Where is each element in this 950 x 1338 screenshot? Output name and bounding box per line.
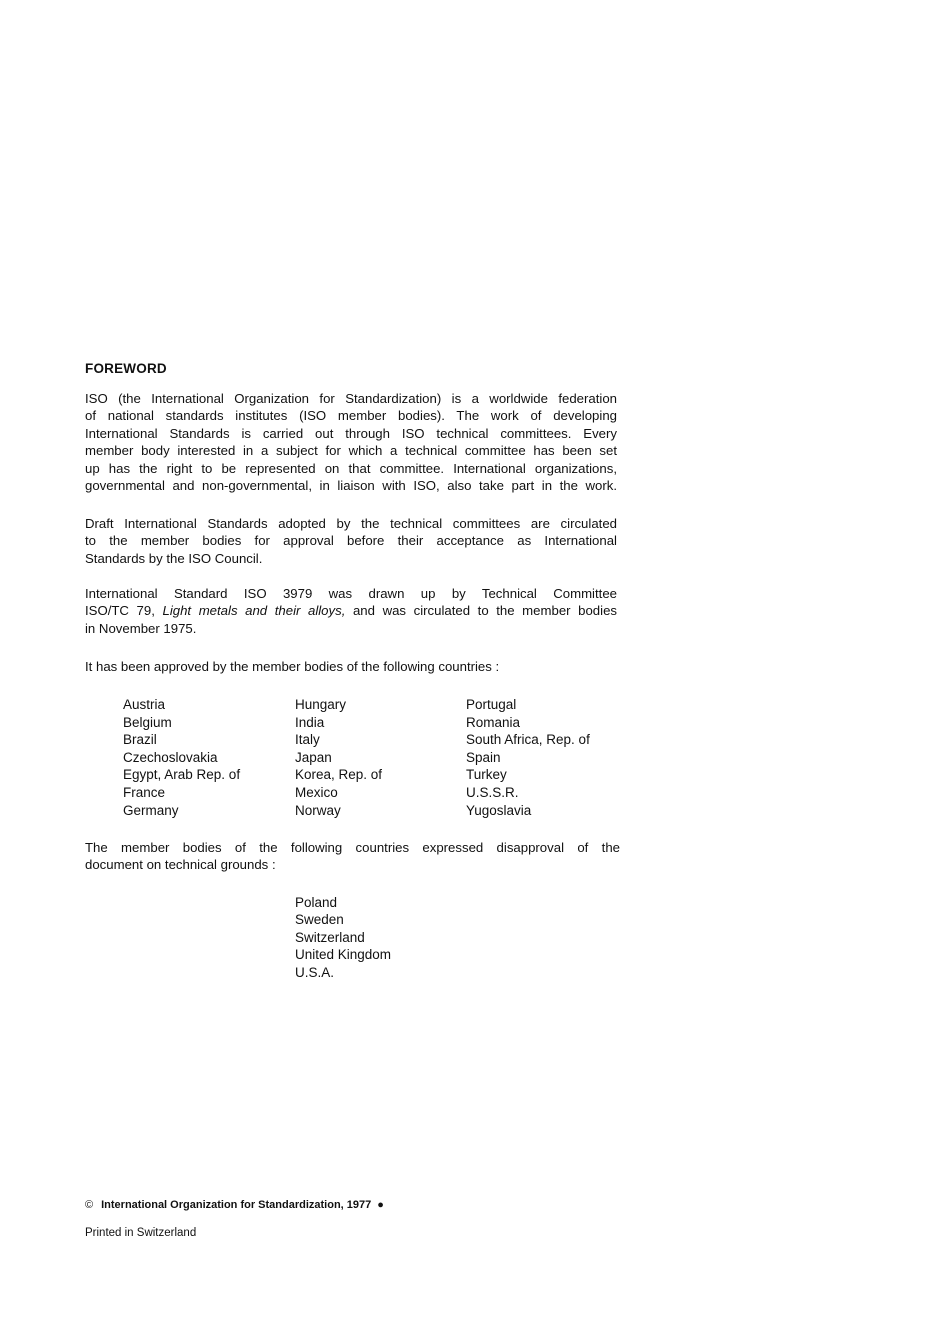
country-item: Korea, Rep. of: [295, 767, 383, 783]
paragraph-line: in November 1975.: [85, 620, 197, 636]
country-item: Poland: [295, 895, 338, 910]
circulation-text: and was circulated to the member bodies: [345, 603, 618, 619]
printed-location: Printed in Switzerland: [85, 1227, 197, 1239]
paragraph-line: [85, 602, 617, 619]
paragraph-line: International Standard ISO 3979 was drawn up by Technical Committee: [85, 586, 617, 601]
foreword-paragraph-drafts: [85, 515, 617, 567]
foreword-paragraph-approval-intro: [85, 658, 617, 675]
copyright-text: International Organization for Standardization, 1977: [101, 1199, 372, 1211]
country-item: Egypt, Arab Rep. of: [123, 767, 241, 783]
paragraph-line: member body interested in a subject for which a technical committee has been set: [85, 443, 617, 459]
country-item: Yugoslavia: [466, 802, 532, 818]
country-item: Brazil: [123, 732, 157, 748]
country-item: Portugal: [466, 697, 517, 712]
country-item: Sweden: [295, 912, 344, 928]
disapproving-countries-list: [295, 894, 391, 981]
country-item: Romania: [466, 714, 521, 730]
paragraph-line: It has been approved by the member bodies of the following countries :: [85, 659, 500, 674]
country-item: United Kingdom: [295, 947, 392, 963]
paragraph-line: Standards by the ISO Council.: [85, 550, 263, 566]
paragraph-line: governmental and non-governmental, in liaison with ISO, also take part in the work.: [85, 478, 617, 494]
foreword-heading: FOREWORD: [85, 361, 167, 376]
country-item: U.S.A.: [295, 964, 335, 980]
approved-countries-column-1: [123, 696, 240, 819]
country-item: Germany: [123, 802, 179, 818]
country-item: U.S.S.R.: [466, 784, 519, 800]
country-item: India: [295, 714, 325, 730]
paragraph-line: to the member bodies for approval before their acceptance as International: [85, 533, 617, 549]
country-item: Switzerland: [295, 929, 365, 945]
country-item: South Africa, Rep. of: [466, 732, 590, 748]
copyright-symbol-icon: ©: [85, 1199, 94, 1211]
country-item: Austria: [123, 697, 166, 712]
foreword-paragraph-iso-intro: [85, 390, 617, 494]
paragraph-line: up has the right to be represented on that committee. International organizations,: [85, 460, 617, 476]
country-item: Belgium: [123, 714, 172, 730]
country-item: Japan: [295, 749, 332, 765]
paragraph-line: document on technical grounds :: [85, 857, 276, 873]
paragraph-line: ISO (the International Organization for Standardization) is a worldwide federation: [85, 391, 617, 406]
paragraph-line: The member bodies of the following countries expressed disapproval of the: [85, 840, 620, 855]
foreword-paragraph-disapproval: [85, 839, 620, 874]
foreword-paragraph-standard-origin: [85, 585, 617, 637]
country-item: Spain: [466, 749, 501, 765]
country-item: Italy: [295, 732, 320, 748]
approved-countries-column-3: [466, 696, 590, 819]
bullet-icon: ●: [377, 1199, 384, 1211]
country-item: France: [123, 784, 166, 800]
country-item: Hungary: [295, 697, 347, 712]
copyright-notice: [85, 1199, 384, 1211]
paragraph-line: International Standards is carried out through ISO technical committees. Every: [85, 425, 617, 441]
country-item: Norway: [295, 802, 341, 818]
country-item: Mexico: [295, 784, 338, 800]
country-item: Czechoslovakia: [123, 749, 218, 765]
paragraph-line: of national standards institutes (ISO member bodies). The work of developing: [85, 408, 617, 424]
committee-ref: ISO/TC 79,: [85, 603, 163, 619]
approved-countries-column-2: [295, 696, 382, 819]
committee-title: Light metals and their alloys,: [162, 603, 346, 619]
paragraph-line: Draft International Standards adopted by the technical committees are circulated: [85, 516, 617, 531]
country-item: Turkey: [466, 767, 507, 783]
